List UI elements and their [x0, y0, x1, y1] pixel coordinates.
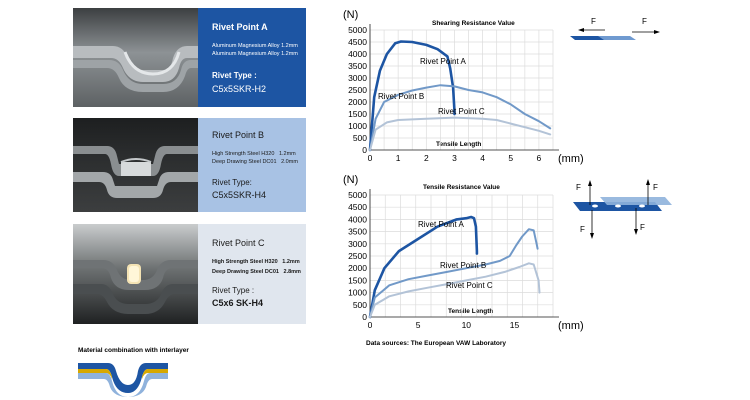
- data-source-note: Data sources: The European VAW Laboratory: [366, 340, 507, 347]
- y-tick-label: 4500: [348, 37, 367, 47]
- x-tick-label: 1: [395, 153, 401, 163]
- y-tick-label: 1500: [348, 109, 367, 119]
- series-label-rivet-b: Rivet Point B: [440, 261, 487, 270]
- series-label-rivet-b: Rivet Point B: [378, 92, 425, 101]
- series-line-rivet-point-b: [370, 229, 538, 317]
- x-tick-label: 0: [367, 320, 373, 330]
- series-label-rivet-c: Rivet Point C: [446, 281, 493, 290]
- y-tick-label: 2500: [348, 251, 367, 261]
- x-tick-label: 3: [452, 153, 457, 163]
- y-tick-label: 500: [352, 133, 367, 143]
- y-tick-label: 2000: [348, 97, 367, 107]
- force-label: F: [653, 183, 658, 192]
- y-tick-label: 1000: [348, 287, 367, 298]
- y-tick-label: 1500: [348, 275, 367, 286]
- rivet-point-title: Rivet Point C: [212, 238, 265, 248]
- rivet-point-title: Rivet Point A: [212, 22, 268, 32]
- y-tick-label: 0: [362, 145, 367, 155]
- tensile-resistance-chart: [343, 174, 584, 332]
- rivet-type-value: C5x5SKR-H2: [212, 84, 267, 94]
- rivet-type-label: Rivet Type :: [212, 71, 257, 80]
- x-tick-label: 10: [461, 320, 472, 330]
- chart-title: Tensile Resistance Value: [423, 184, 500, 191]
- rivet-point-title: Rivet Point B: [212, 130, 265, 140]
- shearing-resistance-chart: [343, 9, 584, 165]
- force-label: F: [591, 17, 596, 26]
- x-axis-label: Tensile Length: [436, 141, 482, 148]
- material-line: Aluminum Magnesium Alloy 1.2mm: [212, 43, 298, 49]
- rivet-type-label: Rivet Type:: [212, 178, 252, 187]
- force-label: F: [576, 183, 581, 192]
- y-tick-label: 3500: [348, 61, 367, 71]
- x-tick-label: 0: [367, 153, 373, 163]
- rivet-type-value: C5x6 SK-H4: [212, 298, 264, 308]
- y-tick-label: 0: [362, 312, 367, 322]
- material-line: Aluminum Magnesium Alloy 1.2mm: [212, 51, 298, 57]
- force-label: F: [640, 223, 645, 232]
- y-tick-label: 4500: [348, 202, 367, 213]
- y-tick-label: 3000: [348, 238, 367, 249]
- x-tick-label: 5: [415, 320, 421, 330]
- x-tick-label: 4: [480, 153, 485, 163]
- interlayer-label: Material combination with interlayer: [78, 347, 189, 354]
- y-tick-label: 5000: [348, 25, 367, 35]
- y-tick-label: 500: [352, 299, 367, 310]
- x-axis-label: Tensile Length: [448, 308, 494, 315]
- y-tick-label: 4000: [348, 49, 367, 59]
- shear-force-diagram: [570, 17, 660, 40]
- material-line: Deep Drawing Steel DC01 2.8mm: [212, 269, 301, 275]
- chart-title: Shearing Resistance Value: [432, 20, 515, 27]
- series-label-rivet-a: Rivet Point A: [420, 57, 466, 66]
- rivet-type-label: Rivet Type :: [212, 286, 255, 295]
- y-tick-label: 4000: [348, 214, 367, 225]
- y-tick-label: 3500: [348, 226, 367, 237]
- x-axis-unit: (mm): [558, 153, 584, 165]
- material-line: High Strength Steel H320 1.2mm: [212, 151, 296, 157]
- y-tick-label: 3000: [348, 73, 367, 83]
- material-line: Deep Drawing Steel DC01 2.0mm: [212, 159, 298, 165]
- force-label: F: [642, 17, 647, 26]
- x-tick-label: 5: [508, 153, 514, 163]
- material-line: High Strength Steel H320 1.2mm: [212, 259, 300, 265]
- force-label: F: [580, 225, 585, 234]
- y-tick-label: 1000: [348, 121, 367, 131]
- rivet-type-value: C5x5SKR-H4: [212, 190, 267, 200]
- tensile-force-diagram: [573, 179, 672, 239]
- series-label-rivet-c: Rivet Point C: [438, 107, 485, 116]
- x-tick-label: 15: [509, 320, 520, 330]
- x-axis-unit: (mm): [558, 320, 584, 332]
- x-tick-label: 6: [536, 153, 542, 163]
- y-tick-label: 2500: [348, 85, 367, 95]
- y-axis-label: (N): [343, 174, 359, 186]
- y-tick-label: 2000: [348, 263, 367, 274]
- y-tick-label: 5000: [348, 190, 367, 200]
- series-label-rivet-a: Rivet Point A: [418, 220, 464, 229]
- y-axis-label: (N): [343, 9, 359, 21]
- x-tick-label: 2: [423, 153, 429, 163]
